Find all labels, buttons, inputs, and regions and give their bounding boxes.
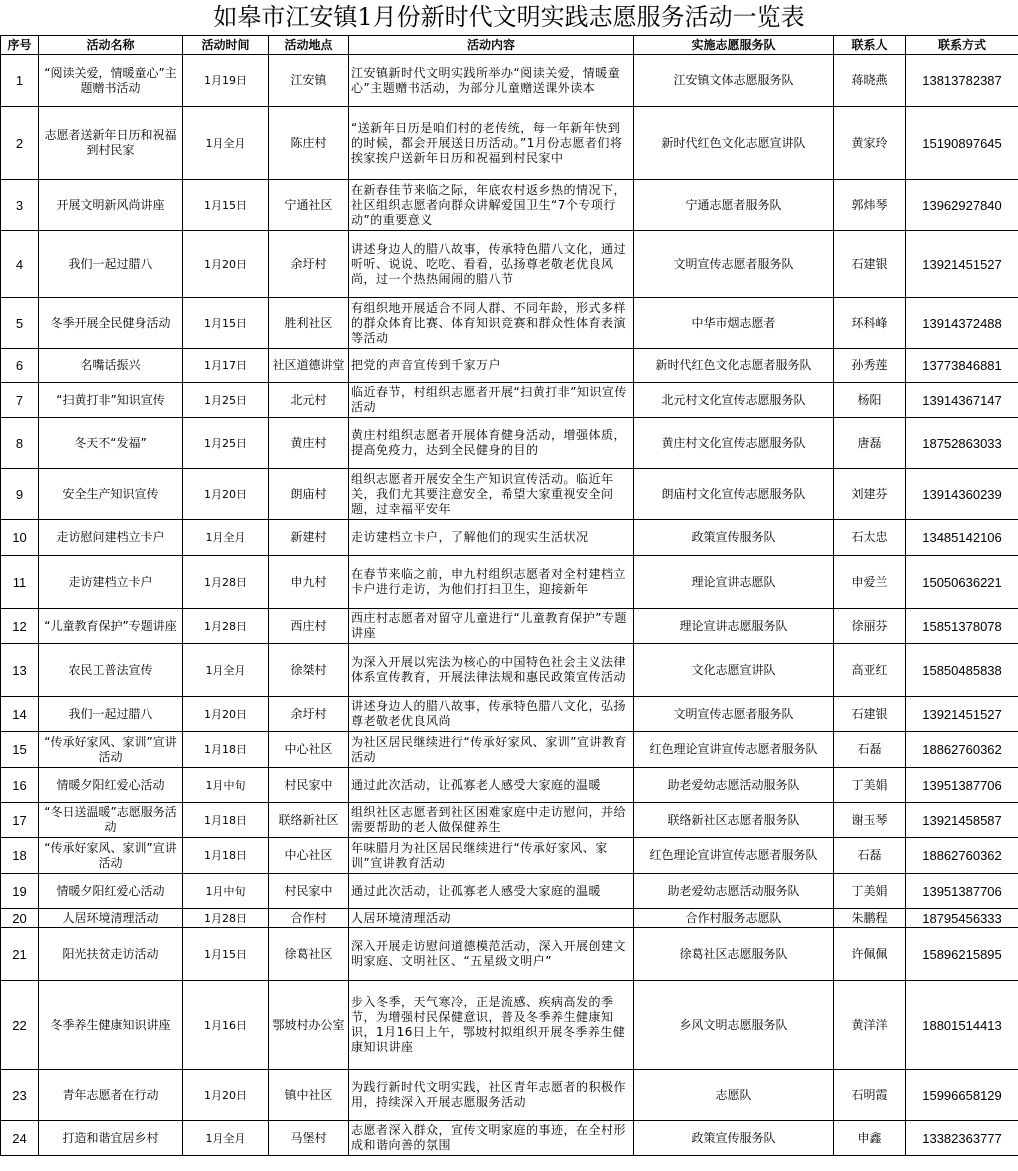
cell-name: 冬季开展全民健身活动 bbox=[39, 298, 183, 349]
cell-phone: 13813782387 bbox=[906, 55, 1018, 107]
cell-contact: 石建银 bbox=[834, 231, 906, 298]
cell-contact: 谢玉琴 bbox=[834, 803, 906, 838]
cell-place: 朗庙村 bbox=[269, 469, 349, 520]
cell-place: 中心社区 bbox=[269, 838, 349, 874]
header-time: 活动时间 bbox=[183, 36, 269, 55]
table-row bbox=[1, 1070, 1018, 1121]
cell-team: 助老爱幼志愿活动服务队 bbox=[634, 874, 834, 909]
cell-phone: 18752863033 bbox=[906, 418, 1018, 469]
cell-contact: 环科峰 bbox=[834, 298, 906, 349]
cell-no: 22 bbox=[1, 981, 39, 1070]
table-row bbox=[1, 768, 1018, 803]
cell-content: 在新春佳节来临之际，年底农村返乡热的情况下，社区组织志愿者向群众讲解爱国卫生“7个专项行动”的重要意义 bbox=[349, 180, 634, 231]
cell-team: 北元村文化宣传志愿服务队 bbox=[634, 383, 834, 418]
cell-content: 人居环境清理活动 bbox=[349, 909, 634, 928]
cell-name: “儿童教育保护”专题讲座 bbox=[39, 609, 183, 644]
cell-phone: 15190897645 bbox=[906, 107, 1018, 180]
cell-contact: 石明霞 bbox=[834, 1070, 906, 1121]
cell-place: 新建村 bbox=[269, 520, 349, 556]
cell-contact: 刘建芬 bbox=[834, 469, 906, 520]
cell-time: 1月中旬 bbox=[183, 768, 269, 803]
cell-content: 临近春节，村组织志愿者开展“扫黄打非”知识宣传活动 bbox=[349, 383, 634, 418]
header-row bbox=[1, 36, 1018, 55]
table-row bbox=[1, 180, 1018, 231]
cell-content: 组织社区志愿者到社区困难家庭中走访慰问，并给需要帮助的老人做保健养生 bbox=[349, 803, 634, 838]
cell-no: 14 bbox=[1, 697, 39, 732]
cell-name: “扫黄打非”知识宣传 bbox=[39, 383, 183, 418]
cell-team: 文化志愿宣讲队 bbox=[634, 644, 834, 697]
cell-team: 文明宣传志愿者服务队 bbox=[634, 697, 834, 732]
cell-team: 朗庙村文化宣传志愿服务队 bbox=[634, 469, 834, 520]
cell-no: 15 bbox=[1, 732, 39, 768]
cell-name: 志愿者送新年日历和祝福到村民家 bbox=[39, 107, 183, 180]
cell-time: 1月17日 bbox=[183, 349, 269, 383]
cell-no: 5 bbox=[1, 298, 39, 349]
cell-no: 23 bbox=[1, 1070, 39, 1121]
cell-time: 1月18日 bbox=[183, 732, 269, 768]
cell-place: 鄂坡村办公室 bbox=[269, 981, 349, 1070]
cell-phone: 13921451527 bbox=[906, 697, 1018, 732]
cell-team: 助老爱幼志愿活动服务队 bbox=[634, 768, 834, 803]
cell-no: 16 bbox=[1, 768, 39, 803]
header-no: 序号 bbox=[1, 36, 39, 55]
cell-time: 1月18日 bbox=[183, 838, 269, 874]
cell-no: 11 bbox=[1, 556, 39, 609]
cell-team: 江安镇文体志愿服务队 bbox=[634, 55, 834, 107]
cell-no: 2 bbox=[1, 107, 39, 180]
cell-content: 组织志愿者开展安全生产知识宣传活动。临近年关，我们尤其要注意安全，希望大家重视安全问题，过幸福平安年 bbox=[349, 469, 634, 520]
table-row bbox=[1, 609, 1018, 644]
table-row bbox=[1, 644, 1018, 697]
cell-team: 徐葛社区志愿服务队 bbox=[634, 928, 834, 981]
cell-place: 马堡村 bbox=[269, 1121, 349, 1156]
cell-phone: 13773846881 bbox=[906, 349, 1018, 383]
header-name: 活动名称 bbox=[39, 36, 183, 55]
cell-phone: 13951387706 bbox=[906, 768, 1018, 803]
cell-no: 17 bbox=[1, 803, 39, 838]
cell-name: 走访建档立卡户 bbox=[39, 556, 183, 609]
cell-name: 冬天不“发福” bbox=[39, 418, 183, 469]
cell-team: 乡风文明志愿服务队 bbox=[634, 981, 834, 1070]
cell-team: 理论宣讲志愿服务队 bbox=[634, 609, 834, 644]
cell-content: 年味腊月为社区居民继续进行“传承好家风、家训”宣讲教育活动 bbox=[349, 838, 634, 874]
cell-time: 1月25日 bbox=[183, 383, 269, 418]
cell-phone: 13951387706 bbox=[906, 874, 1018, 909]
cell-contact: 唐磊 bbox=[834, 418, 906, 469]
table-row bbox=[1, 349, 1018, 383]
cell-name: 走访慰问建档立卡户 bbox=[39, 520, 183, 556]
table-row bbox=[1, 231, 1018, 298]
cell-no: 21 bbox=[1, 928, 39, 981]
table-row bbox=[1, 383, 1018, 418]
cell-content: 走访建档立卡户，了解他们的现实生活状况 bbox=[349, 520, 634, 556]
table-row bbox=[1, 298, 1018, 349]
cell-team: 志愿队 bbox=[634, 1070, 834, 1121]
cell-time: 1月全月 bbox=[183, 107, 269, 180]
header-phone: 联系方式 bbox=[906, 36, 1018, 55]
cell-time: 1月20日 bbox=[183, 469, 269, 520]
cell-contact: 郭炜琴 bbox=[834, 180, 906, 231]
cell-content: 为社区居民继续进行“传承好家风、家训”宣讲教育活动 bbox=[349, 732, 634, 768]
table-row bbox=[1, 874, 1018, 909]
cell-time: 1月全月 bbox=[183, 520, 269, 556]
table-row bbox=[1, 520, 1018, 556]
cell-name: 开展文明新风尚讲座 bbox=[39, 180, 183, 231]
cell-content: 把党的声音宣传到千家万户 bbox=[349, 349, 634, 383]
cell-place: 陈庄村 bbox=[269, 107, 349, 180]
table-row bbox=[1, 732, 1018, 768]
cell-contact: 黄家玲 bbox=[834, 107, 906, 180]
table-row bbox=[1, 55, 1018, 107]
cell-team: 中华市烟志愿者 bbox=[634, 298, 834, 349]
cell-contact: 石太忠 bbox=[834, 520, 906, 556]
cell-place: 胜利社区 bbox=[269, 298, 349, 349]
cell-phone: 15996658129 bbox=[906, 1070, 1018, 1121]
cell-name: 我们一起过腊八 bbox=[39, 231, 183, 298]
cell-phone: 15850485838 bbox=[906, 644, 1018, 697]
cell-name: 农民工普法宣传 bbox=[39, 644, 183, 697]
cell-place: 镇中社区 bbox=[269, 1070, 349, 1121]
cell-contact: 高亚红 bbox=[834, 644, 906, 697]
table-row bbox=[1, 981, 1018, 1070]
cell-place: 宁通社区 bbox=[269, 180, 349, 231]
cell-contact: 许佩佩 bbox=[834, 928, 906, 981]
cell-phone: 18795456333 bbox=[906, 909, 1018, 928]
cell-name: “传承好家风、家训”宣讲活动 bbox=[39, 838, 183, 874]
cell-phone: 13485142106 bbox=[906, 520, 1018, 556]
cell-contact: 申鑫 bbox=[834, 1121, 906, 1156]
cell-phone: 13914372488 bbox=[906, 298, 1018, 349]
cell-contact: 徐丽芬 bbox=[834, 609, 906, 644]
table-row bbox=[1, 909, 1018, 928]
cell-place: 江安镇 bbox=[269, 55, 349, 107]
cell-time: 1月28日 bbox=[183, 909, 269, 928]
cell-content: 在春节来临之前，申九村组织志愿者对全村建档立卡户进行走访，为他们打扫卫生，迎接新年 bbox=[349, 556, 634, 609]
cell-name: 青年志愿者在行动 bbox=[39, 1070, 183, 1121]
cell-time: 1月20日 bbox=[183, 231, 269, 298]
cell-phone: 15896215895 bbox=[906, 928, 1018, 981]
cell-no: 7 bbox=[1, 383, 39, 418]
cell-phone: 15050636221 bbox=[906, 556, 1018, 609]
cell-phone: 13914367147 bbox=[906, 383, 1018, 418]
cell-phone: 18862760362 bbox=[906, 838, 1018, 874]
cell-no: 24 bbox=[1, 1121, 39, 1156]
cell-place: 村民家中 bbox=[269, 874, 349, 909]
header-content: 活动内容 bbox=[349, 36, 634, 55]
cell-team: 宁通志愿者服务队 bbox=[634, 180, 834, 231]
cell-name: 情暖夕阳红爱心活动 bbox=[39, 874, 183, 909]
cell-contact: 石磊 bbox=[834, 732, 906, 768]
header-team: 实施志愿服务队 bbox=[634, 36, 834, 55]
cell-no: 3 bbox=[1, 180, 39, 231]
table-row bbox=[1, 556, 1018, 609]
cell-no: 12 bbox=[1, 609, 39, 644]
cell-team: 新时代红色文化志愿宣讲队 bbox=[634, 107, 834, 180]
cell-time: 1月全月 bbox=[183, 644, 269, 697]
cell-place: 中心社区 bbox=[269, 732, 349, 768]
cell-content: “送新年日历是咱们村的老传统，每一年新年快到的时候，都会开展送日历活动。”1月份志愿者们将挨家挨户送新年日历和祝福到村民家中 bbox=[349, 107, 634, 180]
cell-content: 讲述身边人的腊八故事，传承特色腊八文化，弘扬尊老敬老优良风尚 bbox=[349, 697, 634, 732]
cell-time: 1月28日 bbox=[183, 556, 269, 609]
cell-time: 1月20日 bbox=[183, 1070, 269, 1121]
cell-no: 9 bbox=[1, 469, 39, 520]
table-row bbox=[1, 1121, 1018, 1156]
cell-name: 情暖夕阳红爱心活动 bbox=[39, 768, 183, 803]
table-row bbox=[1, 469, 1018, 520]
cell-no: 13 bbox=[1, 644, 39, 697]
cell-no: 4 bbox=[1, 231, 39, 298]
cell-name: “冬日送温暖”志愿服务活动 bbox=[39, 803, 183, 838]
cell-no: 10 bbox=[1, 520, 39, 556]
cell-time: 1月18日 bbox=[183, 803, 269, 838]
cell-contact: 杨阳 bbox=[834, 383, 906, 418]
cell-name: 打造和谐宜居乡村 bbox=[39, 1121, 183, 1156]
cell-content: 有组织地开展适合不同人群、不同年龄，形式多样的群众体育比赛、体育知识竞赛和群众性体育表演等活动 bbox=[349, 298, 634, 349]
cell-phone: 13921451527 bbox=[906, 231, 1018, 298]
table-row bbox=[1, 107, 1018, 180]
cell-no: 18 bbox=[1, 838, 39, 874]
cell-phone: 13921458587 bbox=[906, 803, 1018, 838]
cell-team: 新时代红色文化志愿者服务队 bbox=[634, 349, 834, 383]
cell-time: 1月28日 bbox=[183, 609, 269, 644]
header-place: 活动地点 bbox=[269, 36, 349, 55]
cell-content: 为践行新时代文明实践，社区青年志愿者的积极作用，持续深入开展志愿服务活动 bbox=[349, 1070, 634, 1121]
cell-content: 江安镇新时代文明实践所举办“阅读关爱，情暖童心”主题赠书活动，为部分儿童赠送课外读本 bbox=[349, 55, 634, 107]
cell-content: 讲述身边人的腊八故事，传承特色腊八文化，通过听听、说说、吃吃、看看，弘扬尊老敬老优良风尚，过一个热热闹闹的腊八节 bbox=[349, 231, 634, 298]
cell-name: 名嘴话振兴 bbox=[39, 349, 183, 383]
cell-content: 为深入开展以宪法为核心的中国特色社会主义法律体系宣传教育，开展法律法规和惠民政策宣传活动 bbox=[349, 644, 634, 697]
cell-team: 文明宣传志愿者服务队 bbox=[634, 231, 834, 298]
cell-time: 1月全月 bbox=[183, 1121, 269, 1156]
cell-team: 联络新社区志愿者服务队 bbox=[634, 803, 834, 838]
table-row bbox=[1, 928, 1018, 981]
cell-content: 通过此次活动，让孤寡老人感受大家庭的温暖 bbox=[349, 874, 634, 909]
cell-contact: 石建银 bbox=[834, 697, 906, 732]
cell-time: 1月中旬 bbox=[183, 874, 269, 909]
cell-no: 19 bbox=[1, 874, 39, 909]
cell-content: 通过此次活动，让孤寡老人感受大家庭的温暖 bbox=[349, 768, 634, 803]
table-row bbox=[1, 803, 1018, 838]
cell-content: 步入冬季，天气寒冷，正是流感、疾病高发的季节，为增强村民保健意识，普及冬季养生健康知识，1月16日上午，鄂坡村拟组织开展冬季养生健康知识讲座 bbox=[349, 981, 634, 1070]
cell-place: 村民家中 bbox=[269, 768, 349, 803]
cell-phone: 13962927840 bbox=[906, 180, 1018, 231]
cell-place: 黄庄村 bbox=[269, 418, 349, 469]
cell-content: 西庄村志愿者对留守儿童进行“儿童教育保护”专题讲座 bbox=[349, 609, 634, 644]
cell-name: “阅读关爱，情暖童心”主题赠书活动 bbox=[39, 55, 183, 107]
cell-time: 1月16日 bbox=[183, 981, 269, 1070]
cell-phone: 13382363777 bbox=[906, 1121, 1018, 1156]
cell-time: 1月15日 bbox=[183, 298, 269, 349]
cell-team: 红色理论宣讲宣传志愿者服务队 bbox=[634, 732, 834, 768]
cell-time: 1月15日 bbox=[183, 928, 269, 981]
cell-place: 余圩村 bbox=[269, 231, 349, 298]
cell-place: 北元村 bbox=[269, 383, 349, 418]
cell-time: 1月20日 bbox=[183, 697, 269, 732]
cell-no: 6 bbox=[1, 349, 39, 383]
cell-content: 黄庄村组织志愿者开展体育健身活动，增强体质，提高免疫力，达到全民健身的目的 bbox=[349, 418, 634, 469]
cell-name: 冬季养生健康知识讲座 bbox=[39, 981, 183, 1070]
cell-place: 联络新社区 bbox=[269, 803, 349, 838]
cell-time: 1月19日 bbox=[183, 55, 269, 107]
cell-contact: 蒋晓燕 bbox=[834, 55, 906, 107]
cell-no: 8 bbox=[1, 418, 39, 469]
cell-place: 余圩村 bbox=[269, 697, 349, 732]
cell-name: 安全生产知识宣传 bbox=[39, 469, 183, 520]
cell-team: 红色理论宣讲宣传志愿者服务队 bbox=[634, 838, 834, 874]
cell-place: 社区道德讲堂 bbox=[269, 349, 349, 383]
cell-team: 政策宣传服务队 bbox=[634, 520, 834, 556]
cell-contact: 朱鹏程 bbox=[834, 909, 906, 928]
table-row bbox=[1, 838, 1018, 874]
cell-place: 徐桀村 bbox=[269, 644, 349, 697]
cell-contact: 黄洋洋 bbox=[834, 981, 906, 1070]
cell-team: 政策宣传服务队 bbox=[634, 1121, 834, 1156]
cell-name: “传承好家风、家训”宣讲活动 bbox=[39, 732, 183, 768]
table-row bbox=[1, 697, 1018, 732]
cell-time: 1月15日 bbox=[183, 180, 269, 231]
cell-place: 西庄村 bbox=[269, 609, 349, 644]
cell-name: 阳光扶贫走访活动 bbox=[39, 928, 183, 981]
cell-no: 1 bbox=[1, 55, 39, 107]
activity-table bbox=[0, 35, 1018, 1156]
cell-place: 徐葛社区 bbox=[269, 928, 349, 981]
cell-team: 合作村服务志愿队 bbox=[634, 909, 834, 928]
table-row bbox=[1, 418, 1018, 469]
cell-contact: 石磊 bbox=[834, 838, 906, 874]
sheet-title: 如皋市江安镇1月份新时代文明实践志愿服务活动一览表 bbox=[213, 3, 805, 31]
cell-place: 申九村 bbox=[269, 556, 349, 609]
cell-name: 人居环境清理活动 bbox=[39, 909, 183, 928]
cell-content: 志愿者深入群众，宣传文明家庭的事迹，在全村形成和谐向善的氛围 bbox=[349, 1121, 634, 1156]
cell-phone: 18862760362 bbox=[906, 732, 1018, 768]
cell-time: 1月25日 bbox=[183, 418, 269, 469]
cell-phone: 15851378078 bbox=[906, 609, 1018, 644]
cell-content: 深入开展走访慰问道德模范活动，深入开展创建文明家庭、文明社区、“五星级文明户” bbox=[349, 928, 634, 981]
cell-contact: 丁美娟 bbox=[834, 768, 906, 803]
cell-contact: 丁美娟 bbox=[834, 874, 906, 909]
table-body bbox=[1, 55, 1018, 1156]
cell-name: 我们一起过腊八 bbox=[39, 697, 183, 732]
cell-contact: 申爱兰 bbox=[834, 556, 906, 609]
cell-phone: 13914360239 bbox=[906, 469, 1018, 520]
cell-place: 合作村 bbox=[269, 909, 349, 928]
cell-phone: 18801514413 bbox=[906, 981, 1018, 1070]
cell-team: 黄庄村文化宣传志愿服务队 bbox=[634, 418, 834, 469]
cell-team: 理论宣讲志愿队 bbox=[634, 556, 834, 609]
header-contact: 联系人 bbox=[834, 36, 906, 55]
cell-contact: 孙秀莲 bbox=[834, 349, 906, 383]
cell-no: 20 bbox=[1, 909, 39, 928]
